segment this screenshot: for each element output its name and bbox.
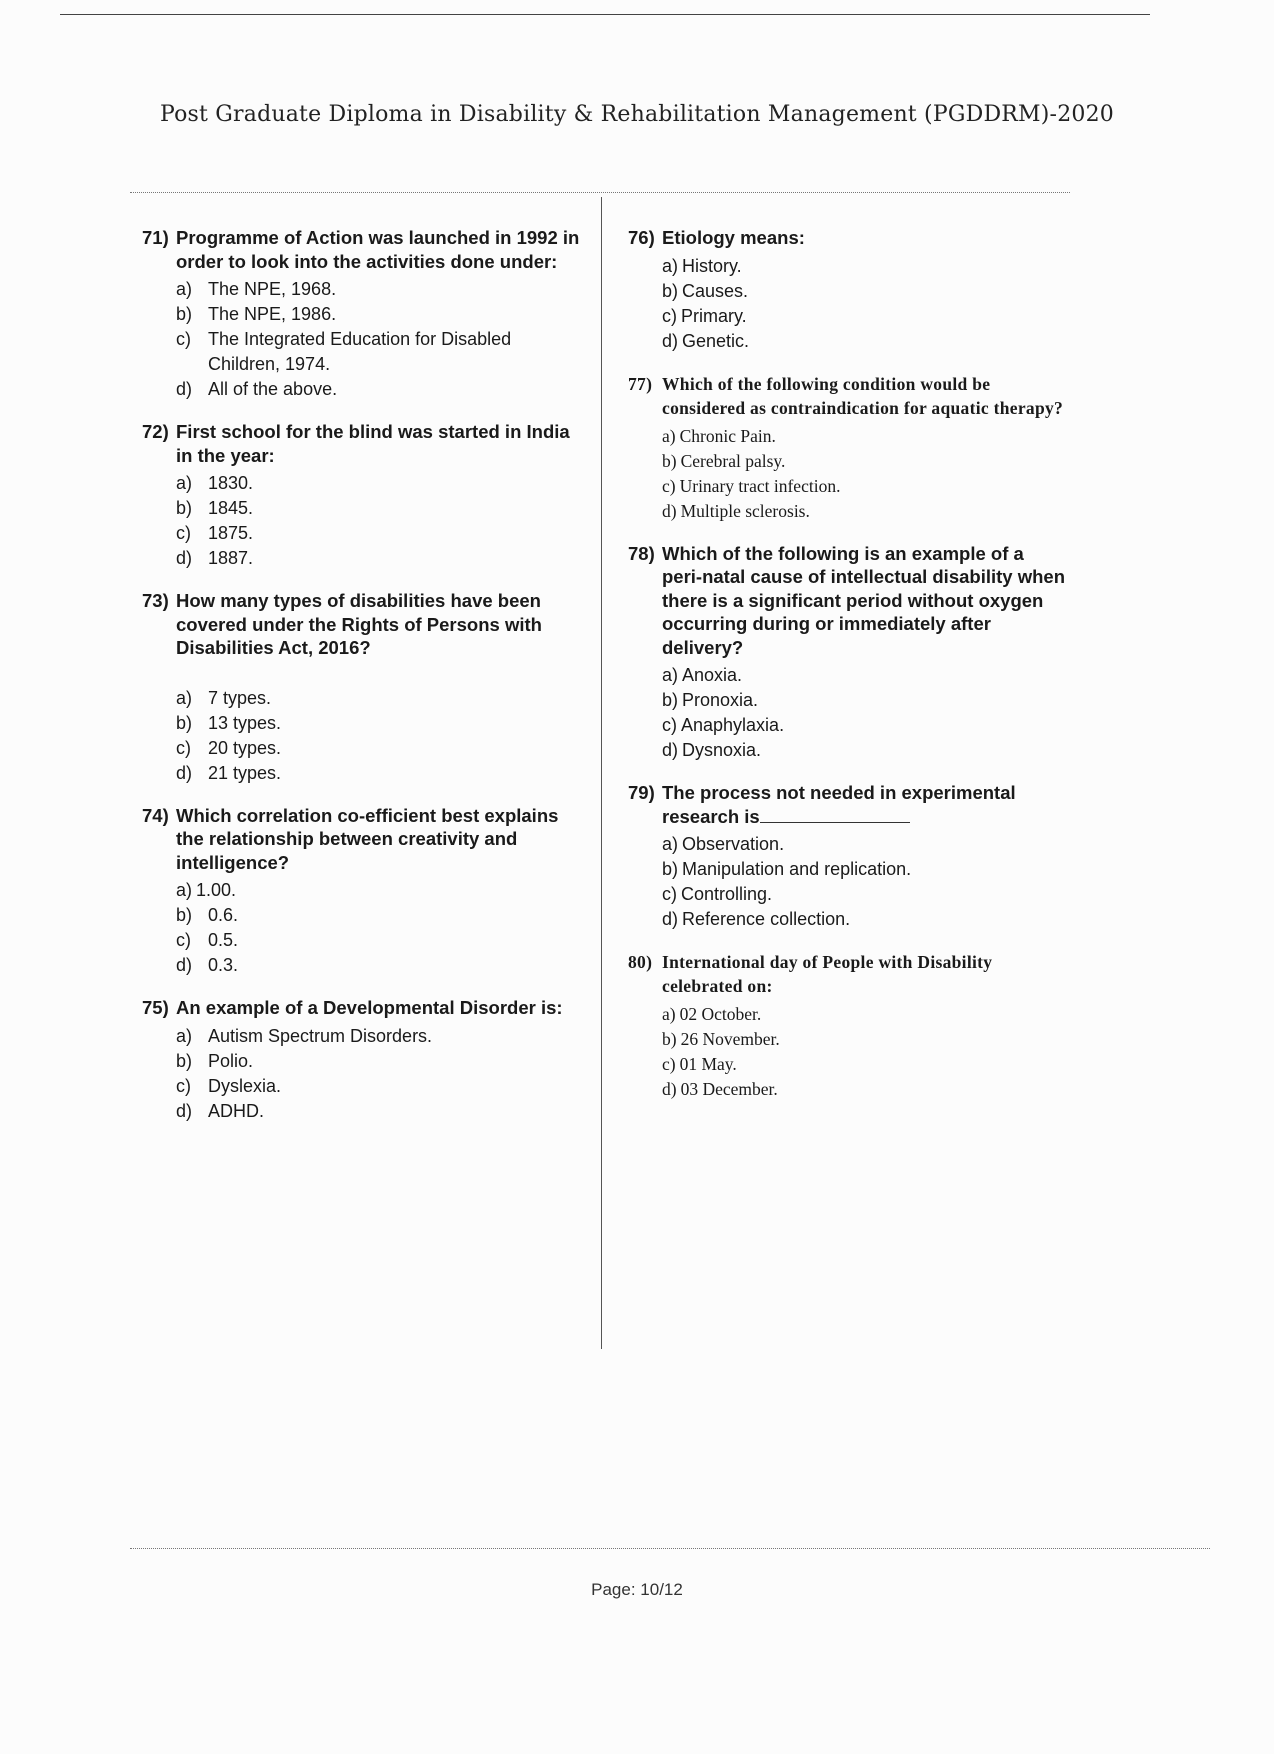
option: d) Reference collection. [662, 909, 851, 929]
option: c) 0.5. [176, 930, 239, 950]
option: a) Observation. [662, 834, 785, 854]
option: c) 01 May. [662, 1054, 737, 1074]
question-71 [142, 226, 582, 402]
question-text: Which correlation co-efficient best explains the relationship between creativity and intelligence? [176, 804, 559, 873]
option: d) 21 types. [176, 762, 282, 783]
option: b) 0.6. [176, 905, 239, 925]
question-72 [142, 420, 582, 571]
option: a) 1.00. [176, 880, 237, 900]
answer-blank [760, 806, 910, 823]
option: b) 26 November. [662, 1029, 780, 1049]
question-80 [628, 950, 1068, 1102]
option: b) 13 types. [176, 712, 282, 733]
option: c) Urinary tract infection. [662, 475, 841, 496]
option: c) The Integrated Education for Disabled Children, 1974. [176, 329, 512, 374]
question-text: Which of the following condition would be considered as contraindication for aquatic therapy? [662, 373, 1064, 418]
question-number: 74) [142, 804, 169, 826]
question-number: 71) [142, 227, 169, 248]
question-number: 73) [142, 590, 169, 611]
option: b) Cerebral palsy. [662, 450, 786, 471]
option: d) ADHD. [176, 1100, 265, 1121]
left-column [142, 226, 582, 1142]
option: a) Autism Spectrum Disorders. [176, 1025, 433, 1046]
question-76 [628, 226, 1068, 354]
question-74 [142, 804, 582, 979]
question-number: 78) [628, 542, 655, 564]
option: d) Dysnoxia. [662, 740, 762, 760]
option: c) Primary. [662, 305, 747, 326]
question-number: 77) [628, 373, 653, 394]
top-rule [60, 14, 1150, 15]
question-number: 72) [142, 421, 169, 442]
option: c) 1875. [176, 523, 254, 543]
question-text: Which of the following is an example of a peri-natal cause of intellectual disability when there is a significant period without oxygen occurring during or immediately after delivery? [662, 542, 1065, 658]
question-75 [142, 996, 582, 1124]
option: a) Anoxia. [662, 665, 743, 685]
option: c) 20 types. [176, 737, 282, 758]
option: d) 1887. [176, 548, 254, 568]
question-text: Etiology means: [662, 227, 805, 248]
question-text: The process not needed in experimental research is [662, 782, 1016, 827]
option: b) Causes. [662, 280, 749, 301]
option: d) 0.3. [176, 955, 239, 975]
option: c) Anaphylaxia. [662, 715, 785, 735]
option: a) Chronic Pain. [662, 425, 776, 446]
question-text: International day of People with Disability celebrated on: [662, 952, 993, 996]
page-title: Post Graduate Diploma in Disability & Rehabilitation Management (PGDDRM)-2020 [160, 102, 1114, 127]
question-number: 80) [628, 952, 653, 972]
option: b) Manipulation and replication. [662, 859, 912, 879]
option: c) Dyslexia. [176, 1075, 282, 1096]
page-number: Page: 10/12 [591, 1580, 683, 1599]
question-number: 79) [628, 782, 655, 803]
option: b) Pronoxia. [662, 690, 759, 710]
option: a) 7 types. [176, 687, 272, 708]
option: b) Polio. [176, 1050, 254, 1071]
option: a) 02 October. [662, 1004, 762, 1024]
question-text: How many types of disabilities have been covered under the Rights of Persons with Disabilities Act, 2016? [176, 590, 542, 658]
question-78 [628, 542, 1068, 764]
option: a) 1830. [176, 473, 254, 493]
question-text: First school for the blind was started in India in the year: [176, 421, 570, 466]
option: d) Genetic. [662, 330, 750, 351]
footer-divider [130, 1548, 1210, 1549]
right-column [628, 226, 1068, 1120]
header-divider [130, 192, 1070, 193]
option: c) Controlling. [662, 884, 773, 904]
question-text: Programme of Action was launched in 1992 in order to look into the activities done under: [176, 227, 580, 272]
question-number: 75) [142, 997, 169, 1018]
question-77 [628, 372, 1068, 524]
option: d) Multiple sclerosis. [662, 500, 810, 521]
question-text: An example of a Developmental Disorder is: [176, 997, 563, 1018]
option: a) The NPE, 1968. [176, 279, 337, 299]
question-number: 76) [628, 227, 655, 248]
option: b) 1845. [176, 498, 254, 518]
column-divider [601, 197, 602, 1349]
option: a) History. [662, 255, 742, 276]
question-79 [628, 781, 1068, 932]
question-73 [142, 589, 582, 786]
option: b) The NPE, 1986. [176, 304, 337, 324]
option: d) All of the above. [176, 379, 338, 399]
option: d) 03 December. [662, 1079, 778, 1099]
